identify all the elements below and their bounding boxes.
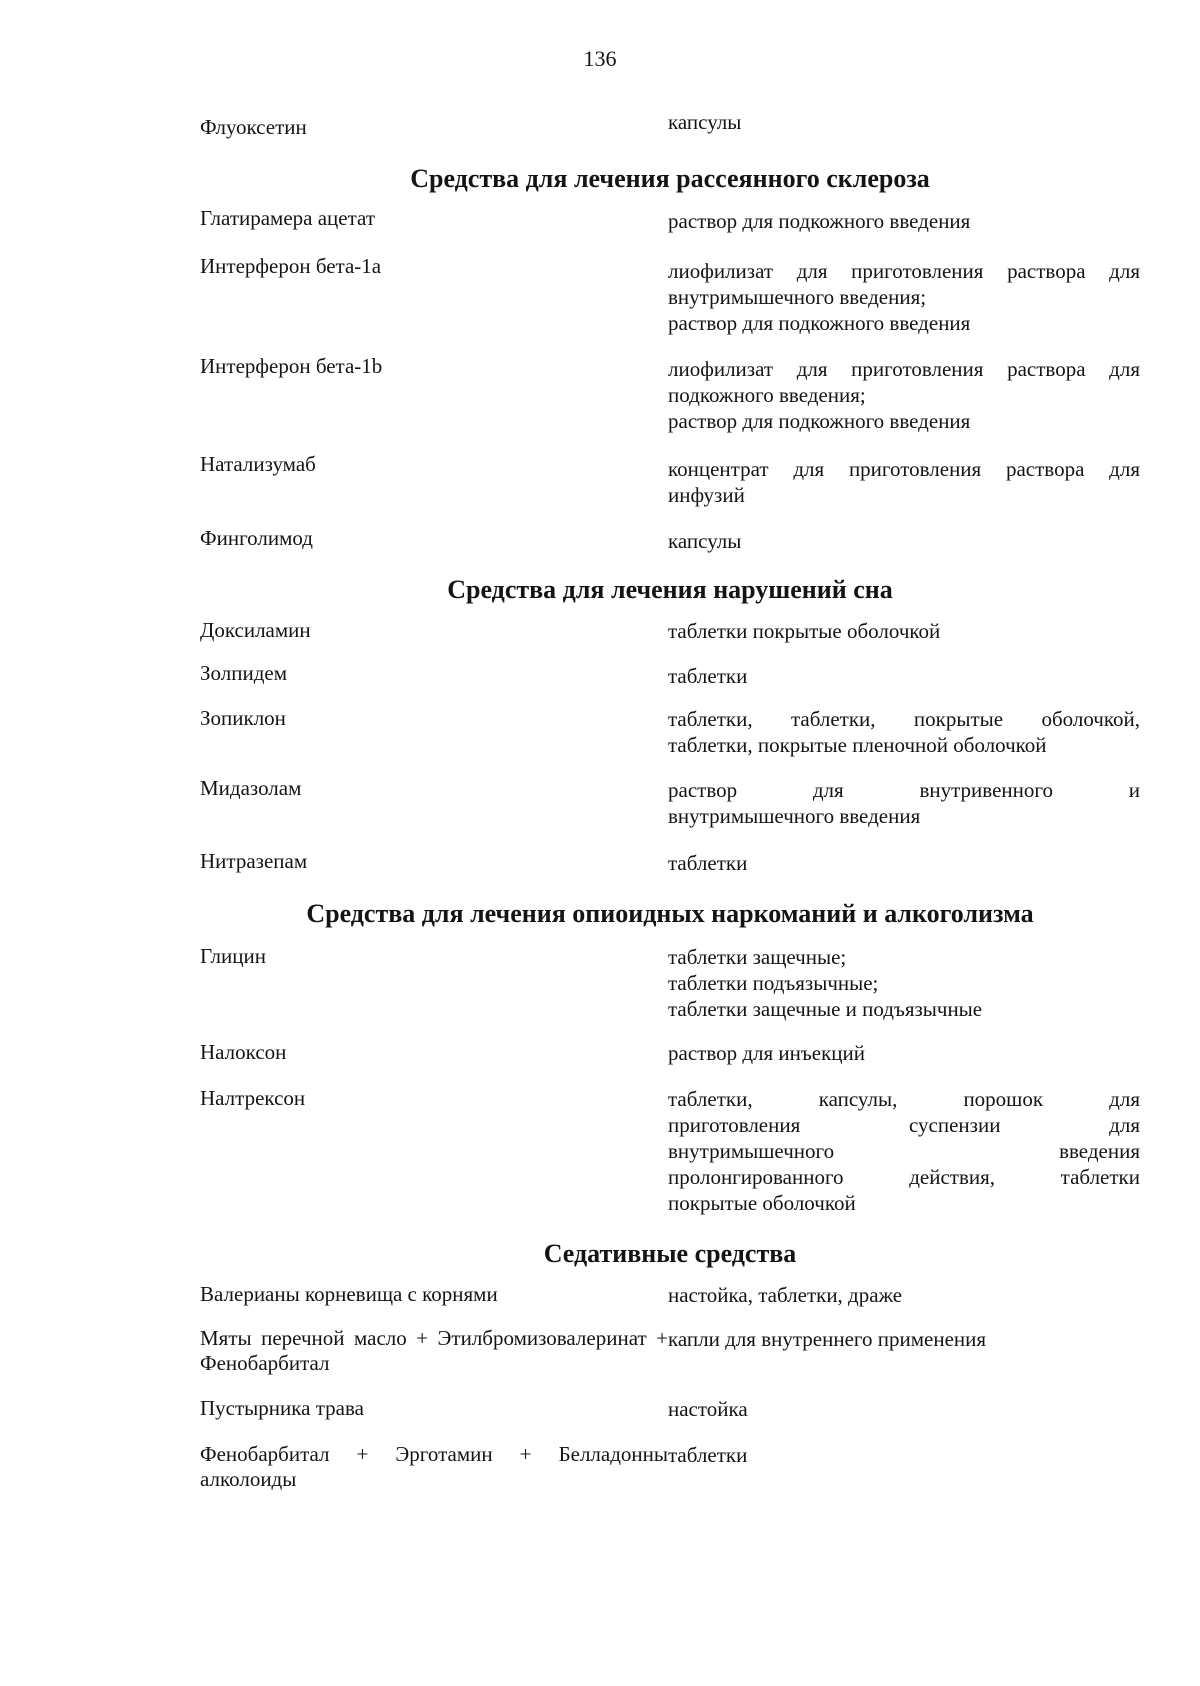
drug-name: Интерферон бета-1а: [200, 254, 382, 278]
section-title: Средства для лечения опиоидных наркоманий и алкоголизма: [306, 899, 1034, 928]
table-row: [200, 526, 1140, 554]
drug-name: Мидазолам: [200, 776, 302, 800]
table-row: [200, 1086, 1140, 1216]
dosage-form: лиофилизат для приготовления раствора для подкожного введения; раствор для подкожного введения: [668, 357, 1140, 433]
dosage-form: раствор для подкожного введения: [668, 209, 971, 233]
table-row: [200, 1282, 1140, 1308]
dosage-form: таблетки защечные; таблетки подъязычные; таблетки защечные и подъязычные: [668, 945, 983, 1021]
section-title: Средства для лечения рассеянного склероза: [410, 164, 930, 193]
table-row: [200, 944, 1140, 1022]
section-title: Средства для лечения нарушений сна: [447, 575, 893, 604]
drug-name: Финголимод: [200, 526, 313, 550]
page-number: 136: [583, 46, 617, 71]
drug-name: Фенобарбитал + Эрготамин + Белладонны алколоиды: [200, 1442, 668, 1491]
table-row: [200, 1326, 1140, 1376]
dosage-form: таблетки: [668, 664, 748, 688]
drug-name: Глатирамера ацетат: [200, 206, 376, 230]
table-row: [200, 110, 1140, 140]
dosage-form: капсулы: [668, 529, 742, 553]
dosage-form: таблетки, капсулы, порошок для приготовления суспензии для внутримышечного введения пролонгированного действия, таблетки покрытые оболочкой: [668, 1087, 1140, 1215]
table-row: [200, 354, 1140, 434]
dosage-form: настойка, таблетки, драже: [668, 1283, 903, 1307]
drug-name: Налтрексон: [200, 1086, 306, 1110]
drug-name: Пустырника трава: [200, 1396, 364, 1420]
table-row: [200, 254, 1140, 336]
dosage-form: капли для внутреннего применения: [668, 1327, 987, 1351]
drug-name: Флуоксетин: [200, 115, 307, 139]
table-row: [200, 706, 1140, 758]
dosage-form: таблетки: [668, 851, 748, 875]
document-body: [200, 110, 1140, 1492]
table-row: [200, 1442, 1140, 1492]
table-row: [200, 1396, 1140, 1422]
drug-name: Налоксон: [200, 1040, 287, 1064]
dosage-form: раствор для внутривенного и внутримышечного введения: [668, 778, 1140, 828]
dosage-form: раствор для инъекций: [668, 1041, 865, 1065]
dosage-form: лиофилизат для приготовления раствора для внутримышечного введения; раствор для подкожного введения: [668, 259, 1140, 335]
dosage-form: концентрат для приготовления раствора для инфузий: [668, 457, 1140, 507]
drug-name: Нитразепам: [200, 849, 308, 873]
section-title: Седативные средства: [543, 1239, 797, 1268]
drug-name: Зопиклон: [200, 706, 286, 730]
drug-name: Мяты перечной масло + Этилбромизовалеринат + Фенобарбитал: [200, 1326, 668, 1375]
table-row: [200, 776, 1140, 829]
dosage-form: настойка: [668, 1397, 748, 1421]
drug-name: Интерферон бета-1b: [200, 354, 383, 378]
drug-name: Валерианы корневища с корнями: [200, 1282, 498, 1306]
drug-name: Доксиламин: [200, 618, 311, 642]
drug-name: Натализумаб: [200, 452, 316, 476]
dosage-form: таблетки, таблетки, покрытые оболочкой, таблетки, покрытые пленочной оболочкой: [668, 707, 1140, 757]
drug-name: Глицин: [200, 944, 266, 968]
table-row: [200, 618, 1140, 644]
table-row: [200, 206, 1140, 234]
table-row: [200, 661, 1140, 689]
dosage-form: таблетки покрытые оболочкой: [668, 619, 941, 643]
dosage-form: таблетки: [668, 1443, 748, 1467]
table-row: [200, 452, 1140, 508]
table-row: [200, 1040, 1140, 1066]
drug-name: Золпидем: [200, 661, 287, 685]
table-row: [200, 849, 1140, 876]
dosage-form: капсулы: [668, 110, 742, 134]
